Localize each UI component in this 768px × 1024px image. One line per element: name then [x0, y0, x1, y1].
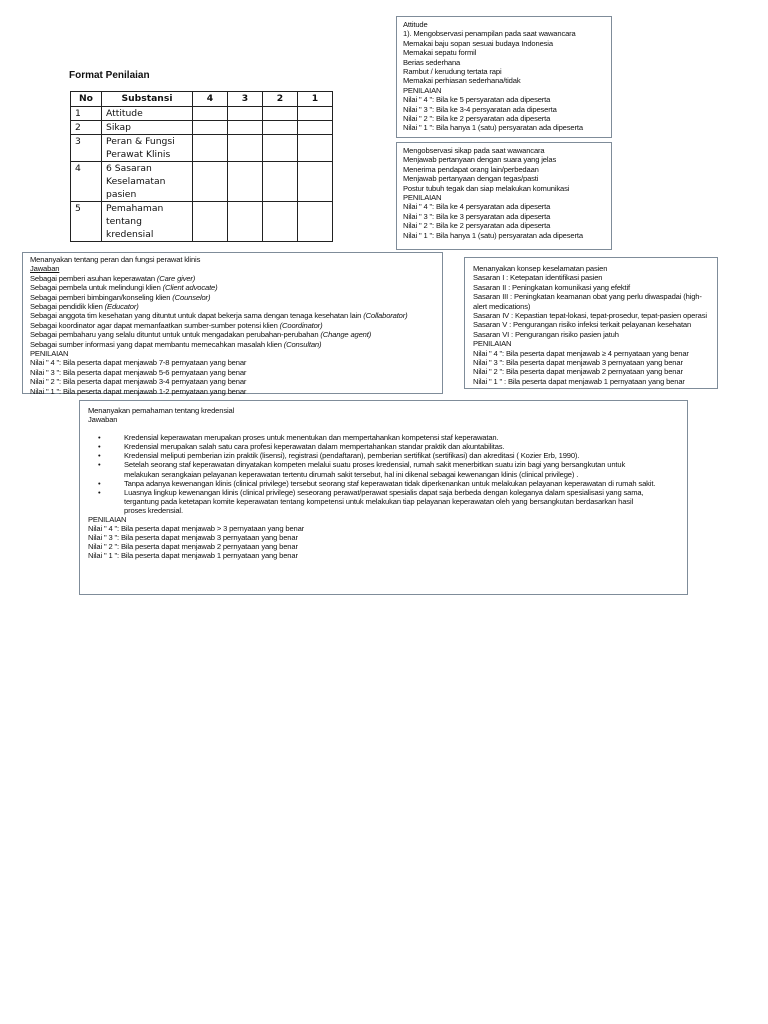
score-cell [263, 162, 298, 202]
box-line: 1). Mengobservasi penampilan pada saat wawancara [403, 29, 576, 39]
role-item: Sebagai pemberi bimbingan/konseling klien (Counselor) [30, 292, 211, 302]
row-no: 3 [71, 135, 102, 162]
row-no: 4 [71, 162, 102, 202]
scoring-label: PENILAIAN [30, 349, 69, 359]
scoring-line: Nilai " 2 ": Bila peserta dapat menjawab 2 pernyataan yang benar [88, 542, 298, 552]
box-line: Sasaran I : Ketepatan identifikasi pasien [473, 273, 603, 283]
box-line: Menanyakan konsep keselamatan pasien [473, 264, 608, 273]
peran-fungsi-criteria-box [22, 252, 443, 394]
score-cell [193, 121, 228, 135]
role-item: Sebagai sumber informasi yang dapat membantu memecahkan masalah klien (Consultan) [30, 339, 322, 349]
header-score-2: 2 [263, 92, 298, 107]
role-item: Sebagai pendidik klien (Educator) [30, 302, 139, 312]
score-cell [298, 162, 333, 202]
box-line: PENILAIAN [473, 339, 512, 349]
substansi-line: Keselamatan [106, 176, 166, 187]
table-row [71, 107, 333, 121]
scoring-line: Nilai " 1 ": Bila peserta dapat menjawab 1-2 pernyataan yang benar [30, 386, 247, 396]
score-cell [193, 202, 228, 242]
row-substansi [102, 162, 193, 202]
row-substansi [102, 135, 193, 162]
table-row [71, 135, 333, 162]
scoring-line: Nilai " 1 ": Bila peserta dapat menjawab 1 pernyataan yang benar [88, 551, 298, 561]
score-cell [193, 107, 228, 121]
box-line: Attitude [403, 20, 428, 29]
box-line: Nilai " 3 ": Bila peserta dapat menjawab 3 pernyataan yang benar [473, 358, 683, 368]
attitude-criteria-box [396, 16, 612, 138]
scoring-label: PENILAIAN [88, 515, 127, 525]
row-no: 2 [71, 121, 102, 135]
bullet-item: • Setelah seorang staf keperawatan dinyatakan kompeten melalui suatu proses kredensial, rumah sakit menerbitkan suatu izin bagi yang bersangkutan untuk melakukan serangkaian pelayanan keperawatan tertentu dirumah sakit tersebut, hal ini dikenal sebagai kewenangan klinis (clinical privilege) . [124, 460, 679, 478]
box-line: Memakai perhiasan sederhana/tidak [403, 76, 521, 86]
header-no: No [71, 92, 102, 107]
role-item: Sebagai koordinator agar dapat memanfaatkan sumber-sumber potensi klien (Coordinator) [30, 320, 323, 330]
row-substansi [102, 121, 193, 135]
substansi-line: tentang [106, 216, 142, 227]
row-substansi [102, 107, 193, 121]
box-line: PENILAIAN [403, 193, 442, 203]
score-cell [228, 135, 263, 162]
table-row [71, 162, 333, 202]
substansi-line: 6 Sasaran [106, 163, 152, 174]
box-line: Sasaran IV : Kepastian tepat-lokasi, tepat-prosedur, tepat-pasien operasi [473, 311, 707, 321]
score-cell [228, 162, 263, 202]
score-cell [263, 107, 298, 121]
box-line: Memakai baju sopan sesuai budaya Indonesia [403, 38, 553, 48]
box-line: Menerima pendapat orang lain/perbedaan [403, 164, 539, 174]
substansi-line: Perawat Klinis [106, 149, 171, 160]
header-substansi: Substansi [102, 92, 193, 107]
scoring-line: Nilai " 4 ": Bila peserta dapat menjawab 7-8 pernyataan yang benar [30, 358, 247, 368]
substansi-line: Pemahaman [106, 203, 164, 214]
bullet-item: • Luasnya lingkup kewenangan klinis (clinical privilege) seseorang perawat/perawat spesialis dapat saja berbeda dengan koleganya dalam spesialisasi yang sama, tergantung pada ketetapan komite keperawatan tentang kompetensi untuk melakukan tiap pelayanan keperawatan oleh yang bersangkutan berdasarkan hasil proses kredensial. [124, 488, 679, 515]
scoring-line: Nilai " 4 ": Bila peserta dapat menjawab > 3 pernyataan yang benar [88, 524, 305, 534]
box-line: Sasaran III : Peningkatan keamanan obat yang perlu diwaspadai (high- [473, 292, 702, 302]
box-line: Rambut / kerudung tertata rapi [403, 67, 502, 77]
role-item: Sebagai pembaharu yang selalu dituntut untuk untuk mengadakan perubahan-perubahan (Change agent) [30, 330, 372, 340]
substansi-line: pasien [106, 189, 137, 200]
score-cell [228, 121, 263, 135]
role-item: Sebagai anggota tim kesehatan yang dituntut untuk dapat bekerja sama dengan tenaga kesehatan lain (Collaborator) [30, 311, 408, 321]
box-line: alert medications) [473, 301, 531, 311]
row-substansi [102, 202, 193, 242]
role-item: Sebagai pemberi asuhan keperawatan (Care giver) [30, 273, 196, 283]
header-score-3: 3 [228, 92, 263, 107]
row-no: 5 [71, 202, 102, 242]
box-line: Nilai " 2 ": Bila ke 2 persyaratan ada dipeserta [403, 114, 551, 124]
table-header-row [71, 92, 333, 107]
box-line: Postur tubuh tegak dan siap melakukan komunikasi [403, 183, 570, 193]
bullet-item: • Kredensial meliputi pemberian izin praktik (lisensi), registrasi (pendaftaran), pemberian sertifikat (sertifikasi) dan akreditasi ( Kozier Erb, 1990). [124, 451, 679, 460]
score-cell [298, 121, 333, 135]
kredensial-criteria-box [79, 400, 688, 595]
question-text: Menanyakan tentang peran dan fungsi perawat klinis [30, 255, 201, 264]
score-cell [263, 121, 298, 135]
score-cell [228, 202, 263, 242]
box-line: Nilai " 2 ": Bila peserta dapat menjawab 2 pernyataan yang benar [473, 367, 683, 377]
substansi-line: Peran & Fungsi [106, 136, 175, 147]
score-cell [193, 135, 228, 162]
box-line: Menjawab pertanyaan dengan tegas/pasti [403, 174, 539, 184]
scoring-line: Nilai " 3 ": Bila peserta dapat menjawab 3 pernyataan yang benar [88, 533, 298, 543]
box-line: Sasaran VI : Pengurangan risiko pasien jatuh [473, 329, 619, 339]
box-line: Nilai " 3 ": Bila ke 3-4 persyaratan ada dipeserta [403, 104, 557, 114]
score-cell [298, 135, 333, 162]
row-no: 1 [71, 107, 102, 121]
scoring-line: Nilai " 2 ": Bila peserta dapat menjawab 3-4 pernyataan yang benar [30, 377, 247, 387]
header-score-1: 1 [298, 92, 333, 107]
box-line: Nilai " 4 ": Bila peserta dapat menjawab ≥ 4 pernyataan yang benar [473, 348, 689, 358]
score-cell [263, 135, 298, 162]
scoring-line: Nilai " 3 ": Bila peserta dapat menjawab 5-6 pernyataan yang benar [30, 367, 247, 377]
box-line: Nilai " 1 ": Bila hanya 1 (satu) persyaratan ada dipeserta [403, 123, 583, 133]
format-penilaian-title: Format Penilaian [69, 70, 150, 81]
sikap-criteria-box [396, 142, 612, 250]
substansi-line: Sikap [106, 122, 132, 133]
sasaran-keselamatan-criteria-box [464, 257, 718, 389]
box-line: Nilai " 1 ": Bila hanya 1 (satu) persyaratan ada dipeserta [403, 230, 583, 240]
box-line: Nilai " 1 " : Bila peserta dapat menjawab 1 pernyataan yang benar [473, 376, 685, 386]
question-text: Menanyakan pemahaman tentang kredensial [88, 406, 235, 415]
box-line: Sasaran II : Peningkatan komunikasi yang efektif [473, 282, 631, 292]
kredensial-bullet-list [88, 433, 679, 515]
box-line: Mengobservasi sikap pada saat wawancara [403, 146, 545, 155]
box-line: Nilai " 4 ": Bila ke 5 persyaratan ada dipeserta [403, 95, 551, 105]
score-cell [193, 162, 228, 202]
scoring-table [70, 91, 333, 242]
score-cell [298, 202, 333, 242]
bullet-item: • Kredensial keperawatan merupakan proses untuk menentukan dan mempertahankan kompetensi staf keperawatan. [124, 433, 679, 442]
table-row [71, 121, 333, 135]
score-cell [298, 107, 333, 121]
bullet-item: • Tanpa adanya kewenangan klinis (clinical privilege) tersebut seorang staf keperawatan tidak diperkenankan untuk melakukan pelayanan keperawatan di rumah sakit. [124, 479, 679, 488]
answer-label: Jawaban [88, 415, 118, 425]
role-item: Sebagai pembela untuk melindungi klien (Client advocate) [30, 283, 218, 293]
substansi-line: kredensial [106, 229, 154, 240]
box-line: Nilai " 3 ": Bila ke 3 persyaratan ada dipeserta [403, 211, 551, 221]
box-line: Berias sederhana [403, 57, 461, 67]
box-line: Nilai " 2 ": Bila ke 2 persyaratan ada dipeserta [403, 221, 551, 231]
box-line: Nilai " 4 ": Bila ke 4 persyaratan ada dipeserta [403, 202, 551, 212]
bullet-item: • Kredensial merupakan salah satu cara profesi keperawatan dalam mempertahankan standar praktik dan akuntabilitas. [124, 442, 679, 451]
box-line: PENILAIAN [403, 85, 442, 95]
header-score-4: 4 [193, 92, 228, 107]
answer-label: Jawaban [30, 264, 60, 274]
box-line: Sasaran V : Pengurangan risiko infeksi terkait pelayanan kesehatan [473, 320, 692, 330]
substansi-line: Attitude [106, 108, 143, 119]
score-cell [263, 202, 298, 242]
box-line: Memakai sepatu formil [403, 48, 477, 58]
score-cell [228, 107, 263, 121]
box-line: Menjawab pertanyaan dengan suara yang jelas [403, 155, 557, 165]
table-row [71, 202, 333, 242]
